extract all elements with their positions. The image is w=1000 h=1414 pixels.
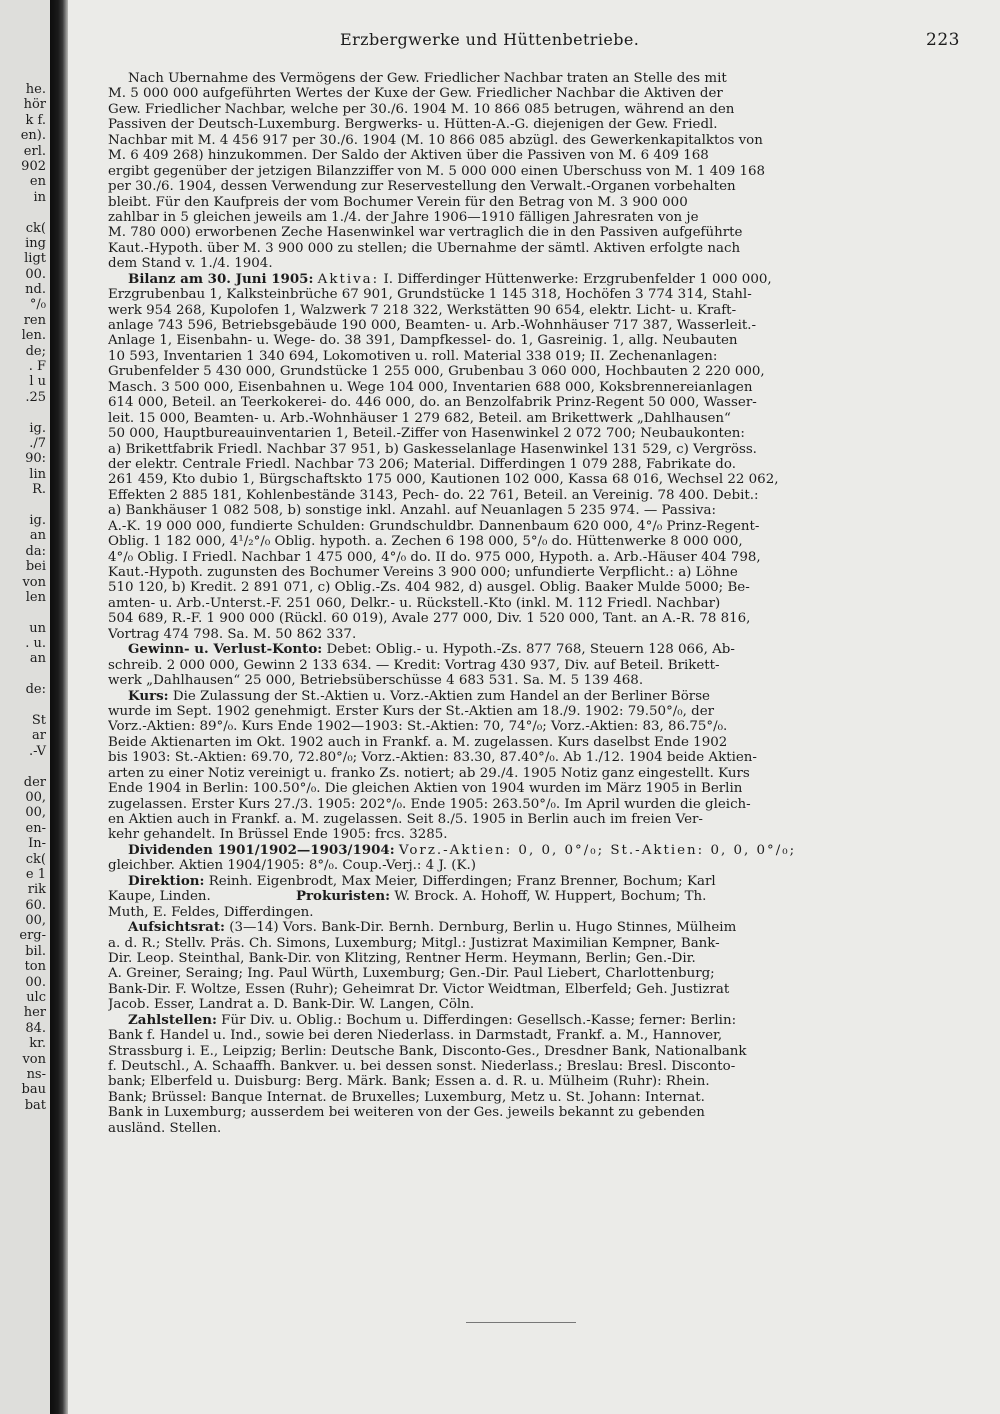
margin-fragment: °/₀ — [29, 297, 46, 313]
text-line: bis 1903: St.-Aktien: 69.70, 72.80°/₀; Vorz.-Aktien: 83.30, 87.40°/₀. Ab 1./12. 1904 beide Aktien- — [108, 750, 757, 766]
margin-fragment: 00, — [25, 805, 46, 821]
margin-fragment: R. — [32, 482, 46, 498]
text-line: en Aktien auch in Frankf. a. M. zugelassen. Seit 8./5. 1905 in Berlin auch im freien Ver- — [108, 812, 703, 827]
margin-fragment: 00, — [25, 913, 46, 929]
text-line: 614 000, Beteil. an Teerkokerei- do. 446 000, do. an Benzolfabrik Prinz-Regent 50 000, Wasser- — [108, 395, 757, 411]
paragraph-bilanz: Bilanz am 30. Juni 1905: Aktiva: I. Differdinger Hüttenwerke: Erzgrubenfelder 1 000 000, Erzgrubenbau 1, Kalksteinbrüche 67 901, Grundstücke 1 145 318, Hochöfen 3 774 314, Stahl- werk 954 268, Kupolofen 1, Walzwerk 7 218 322, Werkstätten 90 654, elektr. Licht- u. Kraft- anlage 743 596, Betriebsgebäude 190 000, Beamten- u. Arb.-Wohnhäuser 717 387, Wasserleit.- Anlage 1, Eisenbahn- u. Wege- do. 38 391, Dampfkessel- do. 1, Gasreinig. 1, allg. Neubauten 10 593, Inventarien 1 340 694, Lokomotiven u. roll. Material 338 019; II. Zechenanlagen: Grubenfelder 5 430 000, Grundstücke 1 255 000, Grubenbau 3 060 000, Hochbauten 2 220 000, Masch. 3 500 000, Eisenbahnen u. Wege 104 000, Inventarien 688 000, Koksbrennereianlagen 614 000, Beteil. an Teerkokerei- do. 446 000, do. an Benzolfabrik Prinz-Regent 50 000, Wasser- leit. 15 000, Beamten- u. Arb.-Wohnhäuser 1 279 682, Beteil. am Brikettwerk „Dahlhausen“ 50 000, Hauptbureauinventarien 1, Beteil.-Ziffer von Hasenwinkel 2 072 700; Neubaukonten: a) Brikettfabrik Friedl. Nachbar 37 951, b) Gaskesselanlage Hasenwinkel 131 529, c) Vergröss. der elektr. Centrale Friedl. Nachbar 73 206; Material. Differdingen 1 079 288, Fabrikate do. 261 459, Kto dubio 1, Bürgschaftskto 175 000, Kautionen 102 000, Kassa 68 016, Wechsel 22 062, Effekten 2 885 181, Kohlenbestände 3143, Pech- do. 22 761, Beteil. an Vereinig. 78 400. Debit.: a) Bankhäuser 1 082 508, b) sonstige inkl. Anzahl. auf Neuanlagen 5 235 974. — Passiva: A.-K. 19 000 000, fundierte Schulden: Grundschuldbr. Dannenbaum 620 000, 4°/₀ Prinz-Regent- Oblig. 1 182 000, 4¹/₂°/₀ Oblig. hypoth. a. Zechen 6 198 000, 5°/₀ do. Hüttenwerke 8 000 000, 4°/₀ Oblig. I Friedl. Nachbar 1 475 000, 4°/₀ do. II do. 975 000, Hypoth. a. Arb.-Häuser 404 798, Kaut.-Hypoth. zugunsten des Bochumer Vereins 3 900 000; unfundierte Verpflicht.: a) Löhne 510 120, b) Kredit. 2 891 071, c) Oblig.-Zs. 404 982, d) ausgel. Oblig. Baaker Mulde 5000; Be- amten- u. Arb.-Unterst.-F. 251 060, Delkr.- u. Rückstell.-Kto (inkl. M. 112 Friedl. Nachbar) 504 689, R.-F. 1 900 000 (Rückl. 60 019), Avale 277 000, Div. 1 520 000, Tant. an A.-R. 78 816, Vortrag 474 798. Sa. M. 50 862 337. — [108, 272, 938, 643]
running-header: Erzbergwerke und Hüttenbetriebe. — [340, 30, 640, 49]
text-line: Dir. Leop. Steinthal, Bank-Dir. von Klitzing, Rentner Herm. Heymann, Berlin; Gen.-Dir. — [108, 950, 696, 966]
paragraph-dividenden: Dividenden 1901/1902—1903/1904: Vorz.-Aktien: 0, 0, 0°/₀; St.-Aktien: 0, 0, 0°/₀; gleichber. Aktien 1904/1905: 8°/₀. Coup.-Verj.: 4 J. (K.) — [108, 843, 938, 874]
margin-fragment: nd. — [25, 282, 46, 298]
margin-fragment: ren — [23, 312, 46, 328]
text-line: A.-K. 19 000 000, fundierte Schulden: Grundschuldbr. Dannenbaum 620 000, 4°/₀ Prinz-Regent- — [108, 518, 760, 534]
text-line: Vorz.-Aktien: 89°/₀. Kurs Ende 1902—1903: St.-Aktien: 70, 74°/₀; Vorz.-Aktien: 83, 86.75°/₀. — [108, 719, 728, 735]
text-line: per 30./6. 1904, dessen Verwendung zur Reservestellung den Verwalt.-Organen vorbehalten — [108, 179, 736, 195]
margin-fragment — [0, 698, 50, 713]
section-label-zahlstellen: Zahlstellen: — [128, 1012, 217, 1028]
text-line: Bank; Brüssel: Banque Internat. de Bruxelles; Luxemburg, Metz u. St. Johann: Internat. — [108, 1089, 705, 1105]
text-line: Kaut.-Hypoth. über M. 3 900 000 zu stellen; die Übernahme der sämtl. Aktiven erfolgte nach — [108, 240, 741, 256]
text-line: 10 593, Inventarien 1 340 694, Lokomotiven u. roll. Material 338 019; II. Zechenanlagen: — [108, 348, 718, 364]
margin-fragment: .-V — [29, 743, 46, 759]
margin-fragment — [0, 498, 50, 513]
closing-rule — [466, 1322, 576, 1323]
margin-fragment: un — [29, 620, 46, 636]
margin-fragment: von — [22, 574, 46, 590]
margin-fragment: ar — [32, 728, 46, 744]
text-line: Bank f. Handel u. Ind., sowie bei deren Niederlass. in Darmstadt, Frankf. a. M., Hannover, — [108, 1028, 723, 1044]
paragraph-kurs: Kurs: Die Zulassung der St.-Aktien u. Vorz.-Aktien zum Handel an der Berliner Börse wurde im Sept. 1902 genehmigt. Erster Kurs der St.-Aktien am 18./9. 1902: 79.50°/₀, der Vorz.-Aktien: 89°/₀. Kurs Ende 1902—1903: St.-Aktien: 70, 74°/₀; Vorz.-Aktien: 83, 86.75°/₀. Beide Aktienarten im Okt. 1902 auch in Frankf. a. M. zugelassen. Kurs daselbst Ende 1902 bis 1903: St.-Aktien: 69.70, 72.80°/₀; Vorz.-Aktien: 83.30, 87.40°/₀. Ab 1./12. 1904 beide Aktien- arten zu einer Notiz vereinigt u. franko Zs. notiert; ab 29./4. 1905 Notiz ganz eingestellt. Kurs Ende 1904 in Berlin: 100.50°/₀. Die gleichen Aktien von 1904 wurden im März 1905 in Berlin zugelassen. Erster Kurs 27./3. 1905: 202°/₀. Ende 1905: 263.50°/₀. Im April wurden die gleich- en Aktien auch in Frankf. a. M. zugelassen. Seit 8./5. 1905 in Berlin auch im freien Ver- kehr gehandelt. In Brüssel Ende 1905: frcs. 3285. — [108, 689, 938, 843]
text-line: Vortrag 474 798. Sa. M. 50 862 337. — [108, 626, 357, 642]
page-body — [108, 71, 938, 1136]
margin-fragment — [0, 667, 50, 682]
section-label-aufsichtsrat: Aufsichtsrat: — [128, 920, 225, 936]
text-line: Effekten 2 885 181, Kohlenbestände 3143, Pech- do. 22 761, Beteil. an Vereinig. 78 400. Debit.: — [108, 487, 759, 503]
text-line: ausländ. Stellen. — [108, 1120, 222, 1136]
text-line: Oblig. 1 182 000, 4¹/₂°/₀ Oblig. hypoth. a. Zechen 6 198 000, 5°/₀ do. Hüttenwerke 8 000 000, — [108, 534, 743, 550]
text-line: ergibt gegenüber der jetzigen Bilanzziffer von M. 5 000 000 einen Überschuss von M. 1 409 168 — [108, 163, 766, 179]
text-line: schreib. 2 000 000, Gewinn 2 133 634. — Kredit: Vortrag 430 937, Div. auf Beteil. Brikett- — [108, 657, 720, 673]
margin-fragment: ig. — [29, 420, 46, 436]
margin-fragment — [0, 759, 50, 774]
text-line: Masch. 3 500 000, Eisenbahnen u. Wege 104 000, Inventarien 688 000, Koksbrennereianlagen — [108, 379, 753, 395]
margin-fragment: ligt — [24, 251, 46, 267]
margin-fragment: rik — [27, 882, 46, 898]
margin-fragment: an — [29, 528, 46, 544]
text-line: Bank-Dir. F. Woltze, Essen (Ruhr); Geheimrat Dr. Victor Weidtman, Elberfeld; Geh. Justizrat — [108, 981, 730, 997]
margin-fragment: k f. — [25, 112, 46, 128]
margin-fragment: ck( — [25, 851, 46, 867]
margin-fragment: kr. — [29, 1036, 46, 1052]
book-gutter — [50, 0, 68, 1414]
text-line: Passiven der Deutsch-Luxemburg. Bergwerks- u. Hütten-A.-G. diejenigen der Gew. Friedl. — [108, 117, 718, 133]
text-line: M. 6 409 268) hinzukommen. Der Saldo der Aktiven über die Passiven von M. 6 409 168 — [108, 148, 709, 164]
text-line: A. Greiner, Seraing; Ing. Paul Würth, Luxemburg; Gen.-Dir. Paul Liebert, Charlottenburg; — [108, 966, 715, 982]
margin-fragment: .25 — [25, 389, 46, 405]
text-line: 4°/₀ Oblig. I Friedl. Nachbar 1 475 000, 4°/₀ do. II do. 975 000, Hypoth. a. Arb.-Häuser 404 798, — [108, 549, 761, 565]
text-line: Bank in Luxemburg; ausserdem bei weiteren von der Ges. jeweils bekannt zu gebenden — [108, 1105, 705, 1121]
text-line: Nachbar mit M. 4 456 917 per 30./6. 1904 (M. 10 866 085 abzügl. des Gewerkenkapitalktos von — [108, 132, 763, 148]
text-line: Erzgrubenbau 1, Kalksteinbrüche 67 901, Grundstücke 1 145 318, Hochöfen 3 774 314, Stahl- — [108, 287, 752, 303]
text-line: M. 5 000 000 aufgeführten Wertes der Kuxe der Gew. Friedlicher Nachbar die Aktiven der — [108, 86, 723, 102]
margin-fragment: bau — [21, 1082, 46, 1098]
margin-fragment: len. — [21, 328, 46, 344]
section-label-prokuristen: Prokuristen: — [295, 889, 391, 905]
margin-fragment: ck( — [25, 220, 46, 236]
text-line: Gew. Friedlicher Nachbar, welche per 30./6. 1904 M. 10 866 085 betrugen, während an den — [108, 101, 735, 117]
section-label-dividenden: Dividenden 1901/1902—1903/1904: — [128, 842, 395, 858]
text-line: M. 780 000) erworbenen Zeche Hasenwinkel war vertraglich die in den Passiven aufgeführte — [108, 225, 743, 241]
text-line: Anlage 1, Eisenbahn- u. Wege- do. 38 391, Dampfkessel- do. 1, Gasreinig. 1, allg. Neubauten — [108, 333, 738, 349]
margin-fragment: ing — [25, 235, 46, 251]
margin-fragment: bil. — [25, 943, 46, 959]
text-line: bleibt. Für den Kaufpreis der vom Bochumer Verein für den Betrag von M. 3 900 000 — [108, 194, 688, 210]
text-line: Jacob. Esser, Landrat a. D. Bank-Dir. W. Langen, Cöln. — [108, 997, 475, 1013]
margin-fragment: ton — [24, 959, 46, 975]
margin-fragment: ulc — [26, 990, 46, 1006]
margin-fragment: erg- — [19, 928, 46, 944]
text-line: a) Bankhäuser 1 082 508, b) sonstige inkl. Anzahl. auf Neuanlagen 5 235 974. — Passiva: — [108, 503, 716, 519]
margin-fragment: 902 — [21, 158, 46, 174]
text-line: gleichber. Aktien 1904/1905: 8°/₀. Coup.-Verj.: 4 J. (K.) — [108, 858, 476, 874]
text-line: kehr gehandelt. In Brüssel Ende 1905: frcs. 3285. — [108, 827, 448, 843]
margin-fragment — [0, 205, 50, 220]
margin-fragment: 90: — [25, 451, 46, 467]
margin-fragment: von — [22, 1051, 46, 1067]
margin-fragment: de; — [25, 343, 46, 359]
text-line: bank; Elberfeld u. Duisburg: Berg. Märk. Bank; Essen a. d. R. u. Mülheim (Ruhr): Rhein. — [108, 1074, 710, 1090]
margin-fragment: en- — [25, 820, 46, 836]
margin-fragment — [0, 405, 50, 420]
section-label-guv: Gewinn- u. Verlust-Konto: — [128, 642, 323, 658]
text-line: Nach Übernahme des Vermögens der Gew. Friedlicher Nachbar traten an Stelle des mit — [128, 71, 727, 86]
margin-fragment: 00. — [25, 974, 46, 990]
text-line: f. Deutschl., A. Schaaffh. Bankver. u. bei dessen sonst. Niederlass.; Breslau: Bresl. Disconto- — [108, 1059, 736, 1074]
margin-fragment: . u. — [25, 636, 46, 652]
margin-fragment: len — [25, 589, 46, 605]
text-line: zahlbar in 5 gleichen jeweils am 1./4. der Jahre 1906—1910 fälligen Jahresraten von je — [108, 209, 699, 225]
margin-fragment: he. — [25, 82, 46, 97]
section-label-direktion: Direktion: — [128, 873, 205, 889]
margin-fragment: In- — [28, 836, 46, 852]
margin-fragment: der — [23, 774, 46, 790]
margin-fragment: e 1 — [25, 866, 46, 882]
margin-fragment: 60. — [25, 897, 46, 913]
paragraph-zahlstellen: Zahlstellen: Für Div. u. Oblig.: Bochum u. Differdingen: Gesellsch.-Kasse; ferner: Berlin: Bank f. Handel u. Ind., sowie bei deren Niederlass. in Darmstadt, Frankf. a. M., Hannover, Strassburg i. E., Leipzig; Berlin: Deutsche Bank, Disconto-Ges., Dresdner Bank, Nationalbank f. Deutschl., A. Schaaffh. Bankver. u. bei dessen sonst. Niederlass.; Breslau: Bresl. Disconto- bank; Elberfeld u. Duisburg: Berg. Märk. Bank; Essen a. d. R. u. Mülheim (Ruhr): Rhein. Bank; Brüssel: Banque Internat. de Bruxelles; Luxemburg, Metz u. St. Johann: Internat. Bank in Luxemburg; ausserdem bei weiteren von der Ges. jeweils bekannt zu gebenden ausländ. Stellen. — [108, 1013, 938, 1137]
margin-fragment: bat — [24, 1097, 46, 1113]
text-line: der elektr. Centrale Friedl. Nachbar 73 206; Material. Differdingen 1 079 288, Fabrikate do. — [108, 456, 736, 472]
text-line: 504 689, R.-F. 1 900 000 (Rückl. 60 019), Avale 277 000, Div. 1 520 000, Tant. an A.-R. 78 816, — [108, 611, 751, 627]
margin-fragment: ./7 — [29, 435, 46, 451]
text-line: werk „Dahlhausen“ 25 000, Betriebsüberschüsse 4 683 531. Sa. M. 5 139 468. — [108, 673, 644, 689]
page-number: 223 — [926, 30, 960, 50]
text-line: werk 954 268, Kupolofen 1, Walzwerk 7 218 322, Werkstätten 90 654, elektr. Licht- u. Kraft- — [108, 302, 737, 318]
text-line: zugelassen. Erster Kurs 27./3. 1905: 202°/₀. Ende 1905: 263.50°/₀. Im April wurden die gleich- — [108, 796, 751, 812]
text-line: 510 120, b) Kredit. 2 891 071, c) Oblig.-Zs. 404 982, d) ausgel. Oblig. Baaker Mulde 5000; Be- — [108, 580, 750, 596]
margin-fragment: 00. — [25, 266, 46, 282]
margin-fragment: da: — [25, 543, 46, 559]
margin-fragment: bei — [25, 559, 46, 575]
section-label-bilanz: Bilanz am 30. Juni 1905: — [128, 271, 314, 287]
margin-fragment: in — [33, 189, 46, 205]
text-line: 261 459, Kto dubio 1, Bürgschaftskto 175 000, Kautionen 102 000, Kassa 68 016, Wechsel 22 062, — [108, 472, 779, 488]
text-line: a. d. R.; Stellv. Präs. Ch. Simons, Luxemburg; Mitgl.: Justizrat Maximilian Kempner, Bank- — [108, 935, 720, 951]
margin-fragment: ns- — [26, 1067, 46, 1082]
text-line: dem Stand v. 1./4. 1904. — [108, 256, 273, 272]
margin-fragment: 00, — [25, 789, 46, 805]
text-line: Beide Aktienarten im Okt. 1902 auch in Frankf. a. M. zugelassen. Kurs daselbst Ende 1902 — [108, 734, 728, 750]
margin-fragment: de: — [25, 682, 46, 698]
paragraph-aufsichtsrat: Aufsichtsrat: (3—14) Vors. Bank-Dir. Bernh. Dernburg, Berlin u. Hugo Stinnes, Mülheim a. d. R.; Stellv. Präs. Ch. Simons, Luxemburg; Mitgl.: Justizrat Maximilian Kempner, Bank- Dir. Leop. Steinthal, Bank-Dir. von Klitzing, Rentner Herm. Heymann, Berlin; Gen.-Dir. A. Greiner, Seraing; Ing. Paul Würth, Luxemburg; Gen.-Dir. Paul Liebert, Charlottenburg; Bank-Dir. F. Woltze, Essen (Ruhr); Geheimrat Dr. Victor Weidtman, Elberfeld; Geh. Justizrat Jacob. Esser, Landrat a. D. Bank-Dir. W. Langen, Cöln. — [108, 920, 938, 1013]
paragraph-intro — [108, 71, 938, 272]
text-line: Kaut.-Hypoth. zugunsten des Bochumer Vereins 3 900 000; unfundierte Verpflicht.: a) Löhne — [108, 565, 738, 580]
text-line: wurde im Sept. 1902 genehmigt. Erster Kurs der St.-Aktien am 18./9. 1902: 79.50°/₀, der — [108, 703, 715, 719]
margin-fragment: . F — [28, 359, 46, 375]
margin-fragment: ig. — [29, 512, 46, 528]
text-line: leit. 15 000, Beamten- u. Arb.-Wohnhäuser 1 279 682, Beteil. am Brikettwerk „Dahlhausen“ — [108, 410, 731, 426]
paragraph-direktion: Direktion: Reinh. Eigenbrodt, Max Meier, Differdingen; Franz Brenner, Bochum; Karl Kaupe, Linden. Prokuristen: W. Brock. A. Hohoff, W. Huppert, Bochum; Th. Muth, E. Feldes, Differdingen. — [108, 873, 716, 920]
margin-fragment: erl. — [23, 143, 46, 159]
margin-fragment: en — [29, 174, 46, 190]
margin-fragment: St — [31, 713, 46, 729]
text-line: Strassburg i. E., Leipzig; Berlin: Deutsche Bank, Disconto-Ges., Dresdner Bank, Nationalbank — [108, 1043, 747, 1059]
margin-fragment: an — [29, 651, 46, 667]
margin-fragment: hör — [23, 97, 46, 113]
margin-fragment — [0, 605, 50, 620]
section-label-kurs: Kurs: — [128, 688, 169, 704]
margin-fragment: her — [23, 1005, 46, 1021]
margin-fragment: 84. — [25, 1020, 46, 1036]
paragraph-guv: Gewinn- u. Verlust-Konto: Debet: Oblig.- u. Hypoth.-Zs. 877 768, Steuern 128 066, Ab- schreib. 2 000 000, Gewinn 2 133 634. — Kredit: Vortrag 430 937, Div. auf Beteil. Brikett- werk „Dahlhausen“ 25 000, Betriebsüberschüsse 4 683 531. Sa. M. 5 139 468. — [108, 642, 938, 688]
document-page — [68, 0, 1000, 1414]
margin-fragment: lin — [29, 466, 46, 482]
margin-fragment: en). — [20, 128, 46, 144]
text-line: 50 000, Hauptbureauinventarien 1, Beteil.-Ziffer von Hasenwinkel 2 072 700; Neubaukonten: — [108, 426, 745, 442]
margin-fragment: l u — [29, 374, 46, 390]
text-line: Grubenfelder 5 430 000, Grundstücke 1 255 000, Grubenbau 3 060 000, Hochbauten 2 220 000, — [108, 364, 765, 380]
text-line: anlage 743 596, Betriebsgebäude 190 000, Beamten- u. Arb.-Wohnhäuser 717 387, Wasserleit.- — [108, 318, 757, 333]
adjacent-page-margin — [0, 0, 50, 1414]
text-line: Ende 1904 in Berlin: 100.50°/₀. Die gleichen Aktien von 1904 wurden im März 1905 in Berlin — [108, 781, 743, 797]
text-line: a) Brikettfabrik Friedl. Nachbar 37 951, b) Gaskesselanlage Hasenwinkel 131 529, c) Vergröss. — [108, 441, 757, 457]
text-line: amten- u. Arb.-Unterst.-F. 251 060, Delkr.- u. Rückstell.-Kto (inkl. M. 112 Friedl. Nachbar) — [108, 595, 721, 611]
text-line: arten zu einer Notiz vereinigt u. franko Zs. notiert; ab 29./4. 1905 Notiz ganz eingestellt. Kurs — [108, 765, 750, 781]
